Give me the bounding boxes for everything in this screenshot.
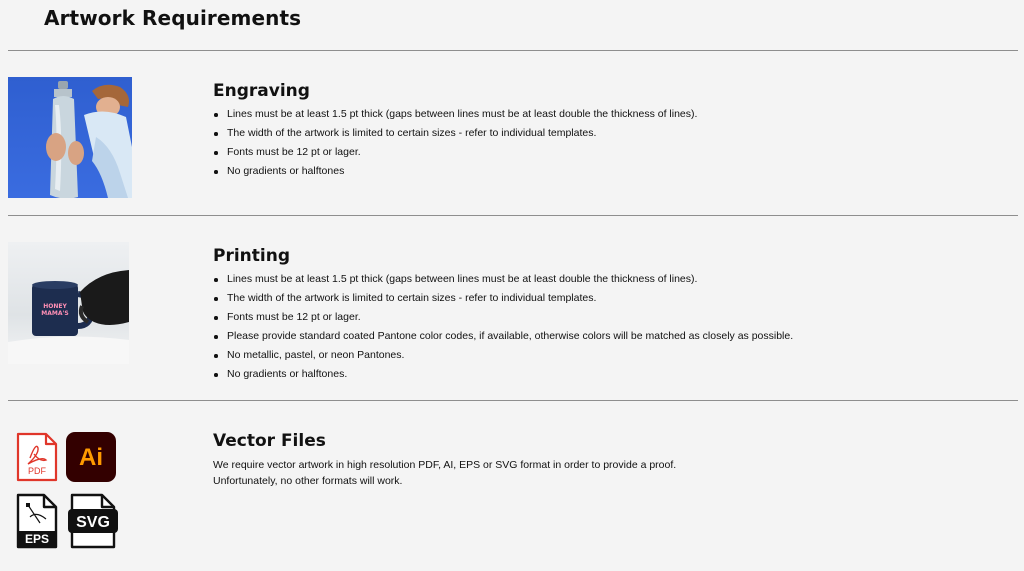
engraving-content: [213, 80, 697, 181]
list-item: Lines must be at least 1.5 pt thick (gaps between lines must be at least double the thickness of lines).: [227, 105, 697, 124]
vector-title: Vector Files: [213, 431, 326, 451]
list-item: No gradients or halftones.: [227, 365, 793, 384]
printing-image: [8, 242, 129, 364]
list-item: Fonts must be 12 pt or lager.: [227, 308, 793, 327]
mug-logo-line1: HONEY: [43, 303, 67, 310]
pdf-icon: [16, 432, 58, 487]
divider: [8, 50, 1018, 51]
list-item: The width of the artwork is limited to certain sizes - refer to individual templates.: [227, 124, 697, 143]
list-item: Lines must be at least 1.5 pt thick (gaps between lines must be at least double the thickness of lines).: [227, 270, 793, 289]
printing-list: [213, 270, 793, 384]
eps-icon: [16, 493, 58, 554]
divider: [8, 400, 1018, 401]
vector-line-1: We require vector artwork in high resolution PDF, AI, EPS or SVG format in order to provide a proof.: [213, 459, 677, 471]
divider: [8, 215, 1018, 216]
illustrator-icon: [66, 432, 116, 487]
ai-icon-label: Ai: [79, 444, 103, 471]
list-item: Fonts must be 12 pt or lager.: [227, 143, 697, 162]
engraving-title: Engraving: [213, 81, 310, 101]
eps-icon-label: EPS: [24, 532, 50, 546]
list-item: The width of the artwork is limited to certain sizes - refer to individual templates.: [227, 289, 793, 308]
list-item: Please provide standard coated Pantone color codes, if available, otherwise colors will be matched as closely as possible.: [227, 327, 793, 346]
svg-icon-label: SVG: [76, 514, 110, 531]
engraving-list: [213, 105, 697, 181]
vector-content: [213, 430, 676, 489]
list-item: No metallic, pastel, or neon Pantones.: [227, 346, 793, 365]
pdf-icon-label: PDF: [28, 466, 46, 476]
mug-logo-line2: MAMA'S: [41, 310, 69, 317]
svg-icon: [68, 493, 118, 554]
printing-title: Printing: [213, 246, 290, 266]
printing-content: [213, 245, 793, 384]
list-item: No gradients or halftones: [227, 162, 697, 181]
engraving-image: [8, 77, 132, 198]
page-title: Artwork Requirements: [44, 6, 302, 30]
vector-line-2: Unfortunately, no other formats will work.: [213, 475, 403, 487]
